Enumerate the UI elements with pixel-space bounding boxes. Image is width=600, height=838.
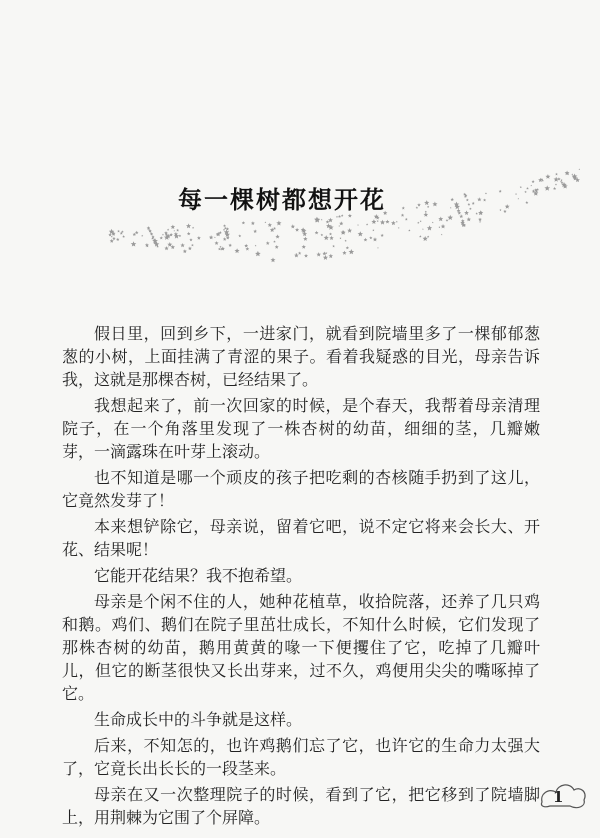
star-icon bbox=[302, 245, 306, 249]
star-icon bbox=[160, 236, 163, 239]
star-icon bbox=[189, 238, 192, 241]
star-icon bbox=[417, 203, 421, 206]
star-icon bbox=[438, 217, 443, 222]
star-icon bbox=[162, 234, 164, 236]
star-icon bbox=[291, 224, 295, 228]
star-icon bbox=[329, 236, 333, 240]
star-icon bbox=[402, 206, 405, 209]
star-icon bbox=[135, 231, 139, 234]
star-icon bbox=[457, 209, 461, 213]
star-icon bbox=[276, 221, 281, 226]
star-icon bbox=[532, 180, 535, 183]
star-icon bbox=[377, 220, 379, 222]
star-icon bbox=[174, 230, 176, 231]
star-icon bbox=[485, 192, 487, 194]
star-icon bbox=[424, 200, 429, 205]
star-icon bbox=[197, 236, 201, 240]
star-icon bbox=[271, 258, 276, 263]
star-icon bbox=[427, 206, 429, 208]
star-icon bbox=[478, 210, 483, 215]
star-icon bbox=[555, 173, 558, 176]
star-icon bbox=[223, 237, 227, 241]
star-icon bbox=[371, 219, 376, 224]
star-icon bbox=[423, 236, 428, 241]
star-icon bbox=[357, 224, 359, 226]
star-icon bbox=[451, 198, 454, 201]
star-icon bbox=[432, 202, 437, 207]
star-icon bbox=[349, 249, 355, 254]
star-icon bbox=[427, 225, 432, 230]
star-icon bbox=[401, 214, 404, 217]
star-icon bbox=[321, 219, 323, 221]
star-icon bbox=[472, 202, 475, 205]
star-icon bbox=[524, 191, 527, 193]
star-icon bbox=[266, 241, 270, 245]
star-icon bbox=[180, 243, 184, 247]
star-icon bbox=[530, 185, 532, 187]
star-icon bbox=[439, 226, 441, 228]
paragraph: 它能开花结果？我不抱希望。 bbox=[94, 566, 303, 585]
star-icon bbox=[304, 254, 308, 258]
star-icon bbox=[385, 220, 389, 224]
star-icon bbox=[366, 223, 368, 225]
star-icon bbox=[441, 224, 446, 228]
star-icon bbox=[554, 177, 559, 182]
star-icon bbox=[346, 246, 349, 249]
star-icon bbox=[141, 235, 143, 237]
star-icon bbox=[108, 233, 112, 236]
star-icon bbox=[427, 236, 429, 238]
star-icon bbox=[268, 223, 272, 227]
star-icon bbox=[273, 240, 275, 242]
star-icon bbox=[238, 234, 241, 237]
star-icon bbox=[117, 230, 120, 233]
star-icon bbox=[329, 233, 332, 236]
star-icon bbox=[499, 209, 501, 211]
star-icon bbox=[171, 225, 176, 229]
star-icon bbox=[164, 246, 168, 250]
star-icon bbox=[515, 193, 517, 195]
star-icon bbox=[112, 237, 115, 240]
star-icon bbox=[338, 215, 341, 218]
star-icon bbox=[422, 228, 424, 230]
star-icon bbox=[381, 234, 384, 237]
star-icon bbox=[251, 221, 255, 225]
star-icon bbox=[419, 235, 422, 237]
star-icon bbox=[246, 247, 250, 251]
star-icon bbox=[171, 245, 175, 249]
star-icon bbox=[450, 207, 452, 209]
star-icon bbox=[324, 235, 329, 240]
paragraph: 生命成长中的斗争就是这样。 bbox=[94, 710, 303, 729]
star-icon bbox=[544, 185, 550, 190]
star-icon bbox=[347, 228, 352, 233]
page-number: 1 bbox=[553, 788, 564, 806]
star-icon bbox=[425, 211, 427, 213]
star-icon bbox=[420, 220, 422, 222]
star-icon bbox=[369, 236, 372, 239]
star-icon bbox=[215, 241, 219, 245]
page-number-badge bbox=[538, 772, 588, 812]
star-icon bbox=[242, 221, 245, 224]
star-icon bbox=[329, 254, 334, 258]
star-icon bbox=[373, 237, 377, 241]
star-icon bbox=[459, 214, 463, 218]
star-icon bbox=[235, 248, 240, 253]
star-swirl-decoration bbox=[0, 150, 600, 300]
star-icon bbox=[338, 225, 340, 227]
star-icon bbox=[377, 247, 379, 249]
star-icon bbox=[244, 244, 248, 248]
star-icon bbox=[275, 234, 279, 238]
star-icon bbox=[303, 237, 308, 241]
star-icon bbox=[467, 217, 471, 221]
star-icon bbox=[372, 229, 374, 231]
paragraph: 我想起来了，前一次回家的时候，是个春天，我帮着母亲清理院子，在一个角落里发现了一株杏树的幼苗，细细的茎，几瓣嫩芽，一滴露珠在叶芽上滚动。 bbox=[62, 396, 540, 461]
star-icon bbox=[179, 235, 182, 238]
star-icon bbox=[441, 234, 443, 236]
star-icon bbox=[398, 227, 400, 229]
star-icon bbox=[253, 229, 257, 233]
paragraph: 母亲是个闲不住的人，她种花植草，收拾院落，还养了几只鸡和鹅。鸡们、鹅们在院子里茁壮成长，不知什么时候，它们发现了那株杏树的幼苗，鹅用黄黄的喙一下便攫住了它，吃掉了几瓣叶儿，但它的断茎很快又长出芽来，过不久，鸡便用尖尖的嘴啄掉了它。 bbox=[62, 592, 540, 703]
star-icon bbox=[358, 231, 363, 236]
star-icon bbox=[505, 204, 510, 209]
star-icon bbox=[298, 252, 301, 255]
star-icon bbox=[187, 232, 191, 235]
star-icon bbox=[405, 218, 408, 221]
star-icon bbox=[391, 221, 396, 226]
star-icon bbox=[336, 216, 338, 218]
star-icon bbox=[332, 245, 335, 248]
star-icon bbox=[553, 187, 556, 190]
star-icon bbox=[111, 236, 113, 238]
star-icon bbox=[408, 229, 410, 231]
star-icon bbox=[464, 210, 469, 215]
star-icon bbox=[525, 201, 528, 204]
star-icon bbox=[380, 220, 385, 225]
star-icon bbox=[176, 229, 179, 232]
star-icon bbox=[499, 190, 502, 193]
body-text bbox=[62, 322, 540, 832]
star-icon bbox=[432, 222, 434, 224]
star-icon bbox=[478, 218, 482, 222]
star-icon bbox=[295, 228, 299, 232]
star-icon bbox=[323, 255, 328, 260]
paragraph: 也不知道是哪一个顽皮的孩子把吃剩的杏核随手扔到了这儿，它竟然发芽了！ bbox=[62, 468, 540, 510]
star-icon bbox=[483, 199, 486, 202]
star-icon bbox=[565, 171, 570, 176]
star-icon bbox=[218, 248, 221, 251]
star-icon bbox=[326, 220, 330, 223]
star-icon bbox=[560, 179, 562, 181]
paragraph: 后来，不知怎的，也许鸡鹅们忘了它，也许它的生命力太强大了，它竟长出长长的一段茎来。 bbox=[62, 736, 540, 778]
star-icon bbox=[192, 227, 194, 229]
star-icon bbox=[468, 203, 471, 206]
star-icon bbox=[209, 235, 213, 239]
star-icon bbox=[255, 245, 257, 247]
star-icon bbox=[339, 221, 343, 225]
star-icon bbox=[265, 221, 267, 223]
star-icon bbox=[191, 244, 194, 247]
star-icon bbox=[294, 253, 299, 257]
star-icon bbox=[221, 247, 225, 251]
star-icon bbox=[579, 169, 581, 171]
star-icon bbox=[315, 231, 319, 235]
star-icon bbox=[275, 245, 279, 249]
star-icon bbox=[469, 208, 472, 210]
star-icon bbox=[503, 210, 506, 213]
star-icon bbox=[342, 251, 346, 255]
paragraph: 母亲在又一次整理院子的时候，看到了它，把它移到了院墙脚上，用荆棘为它围了个屏障。 bbox=[62, 785, 540, 827]
star-icon bbox=[214, 237, 216, 239]
star-icon bbox=[446, 219, 449, 222]
star-icon bbox=[255, 251, 261, 256]
star-icon bbox=[555, 183, 557, 185]
paragraph: 本来想铲除它，母亲说，留着它吧，说不定它将来会长大、开花、结果呢！ bbox=[62, 517, 540, 559]
star-icon bbox=[364, 238, 368, 242]
star-icon bbox=[571, 173, 573, 175]
star-icon bbox=[186, 223, 191, 228]
star-icon bbox=[316, 252, 321, 256]
star-icon bbox=[321, 234, 324, 237]
star-icon bbox=[424, 212, 429, 216]
star-icon bbox=[479, 221, 481, 223]
star-icon bbox=[518, 198, 520, 200]
star-icon bbox=[466, 199, 469, 202]
chapter-title: 每一棵树都想开花 bbox=[178, 185, 386, 214]
star-icon bbox=[476, 212, 478, 214]
star-icon bbox=[188, 246, 192, 250]
star-icon bbox=[416, 206, 419, 208]
star-icon bbox=[133, 233, 137, 236]
star-icon bbox=[219, 246, 221, 248]
star-icon bbox=[526, 187, 529, 189]
star-icon bbox=[396, 221, 398, 223]
star-icon bbox=[448, 215, 454, 220]
star-icon bbox=[345, 240, 347, 242]
star-icon bbox=[223, 224, 226, 227]
star-icon bbox=[520, 186, 522, 188]
star-icon bbox=[323, 252, 327, 256]
star-icon bbox=[477, 197, 481, 201]
star-icon bbox=[417, 222, 419, 224]
star-icon bbox=[167, 229, 169, 231]
star-icon bbox=[167, 242, 172, 247]
star-icon bbox=[340, 237, 342, 239]
star-icon bbox=[545, 174, 550, 179]
star-icon bbox=[122, 235, 125, 238]
star-icon bbox=[131, 241, 137, 246]
paragraph: 假日里，回到乡下，一进家门，就看到院墙里多了一棵郁郁葱葱的小树，上面挂满了青涩的果子。看着我疑惑的目光，母亲告诉我，这就是那棵杏树，已经结果了。 bbox=[62, 324, 540, 389]
star-icon bbox=[183, 249, 187, 253]
